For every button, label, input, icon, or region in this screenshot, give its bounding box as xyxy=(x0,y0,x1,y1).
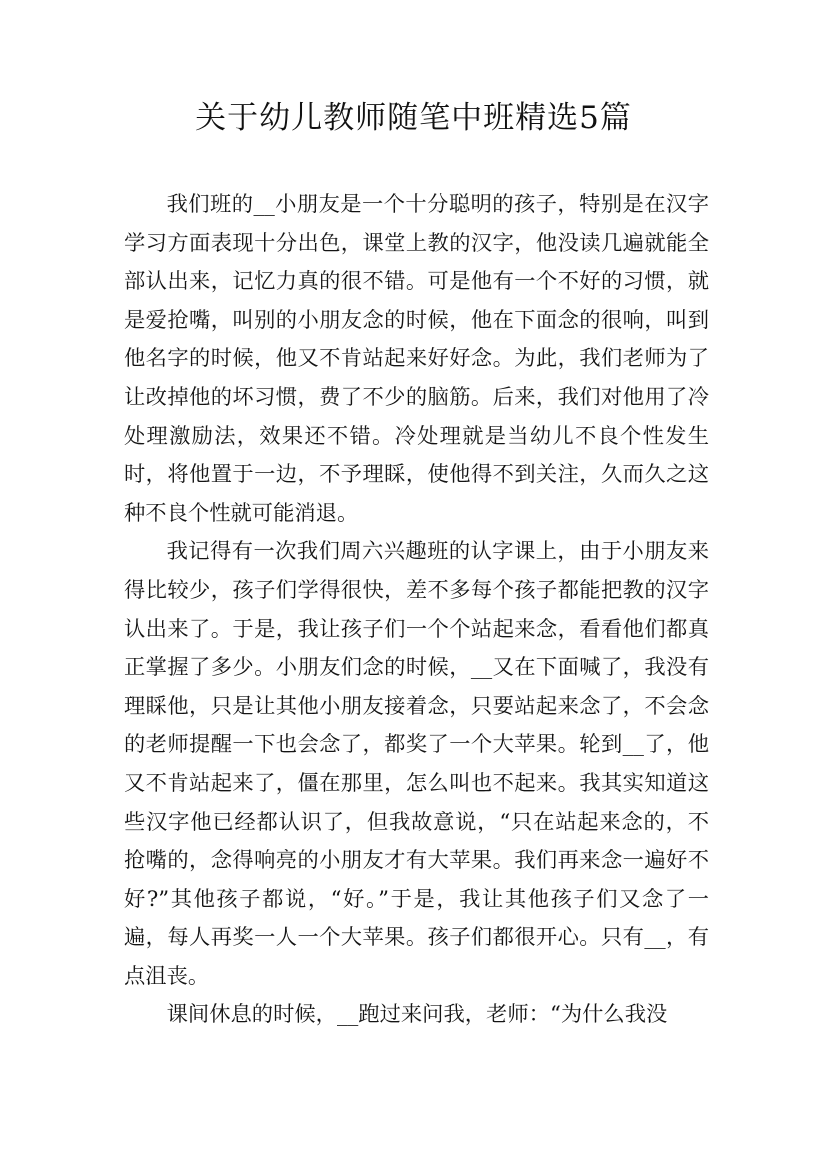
paragraph-1: 我们班的__小朋友是一个十分聪明的孩子，特别是在汉字学习方面表现十分出色，课堂上教的汉字，他没读几遍就能全部认出来，记忆力真的很不错。可是他有一个不好的习惯，就是爱抢嘴，叫别的小朋友念的时候，他在下面念的很响，叫到他名字的时候，他又不肯站起来好好念。为此，我们老师为了让改掉他的坏习惯，费了不少的脑筋。后来，我们对他用了冷处理激励法，效果还不错。冷处理就是当幼儿不良个性发生时，将他置于一边，不予理睬，使他得不到关注，久而久之这种不良个性就可能消退。 xyxy=(124,192,709,526)
paragraph-2: 我记得有一次我们周六兴趣班的认字课上，由于小朋友来得比较少，孩子们学得很快，差不多每个孩子都能把教的汉字认出来了。于是，我让孩子们一个个站起来念，看看他们都真正掌握了多少。小朋友们念的时候，__又在下面喊了，我没有理睬他，只是让其他小朋友接着念，只要站起来念了，不会念的老师提醒一下也会念了，都奖了一个大苹果。轮到__了，他又不肯站起来了，僵在那里，怎么叫也不起来。我其实知道这些汉字他已经都认识了，但我故意说，“只在站起来念的，不抢嘴的，念得响亮的小朋友才有大苹果。我们再来念一遍好不好?”其他孩子都说，“好。”于是，我让其他孩子们又念了一遍，每人再奖一人一个大苹果。孩子们都很开心。只有__，有点沮丧。 xyxy=(124,539,709,989)
document-title: 关于幼儿教师随笔中班精选5篇 xyxy=(195,100,632,136)
paragraph-3: 课间休息的时候，__跑过来问我，老师：“为什么我没 xyxy=(166,1002,668,1028)
document-body xyxy=(124,186,709,1035)
